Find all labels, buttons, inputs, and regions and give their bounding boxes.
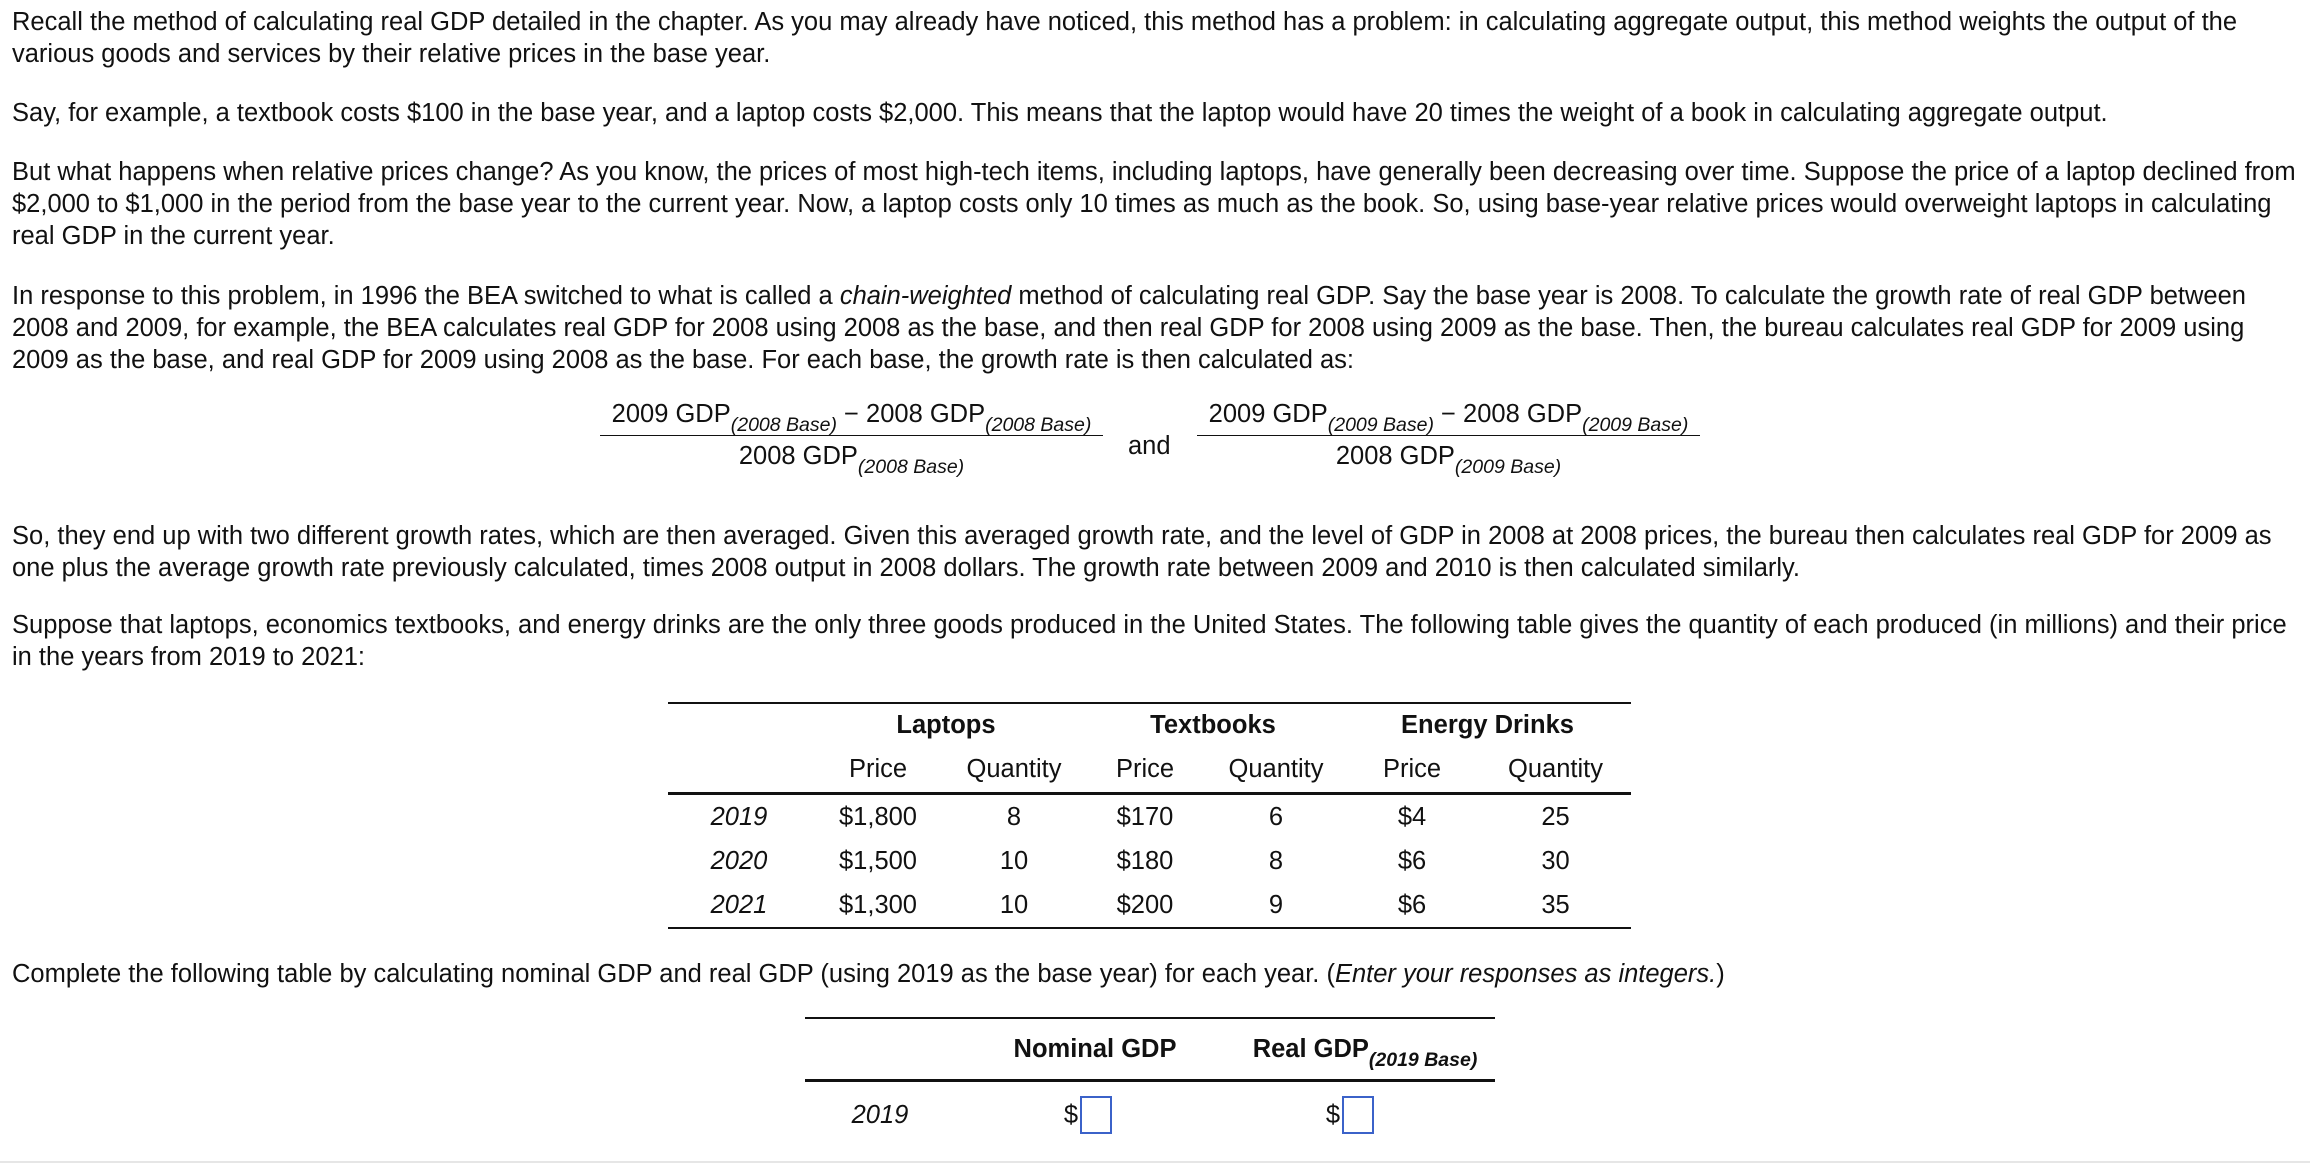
gdp-answer-table (805, 1017, 1495, 1148)
formula-minus: − (836, 400, 867, 428)
paragraph-instructions (12, 958, 2302, 990)
group-header-energy-drinks: Energy Drinks (1344, 703, 1631, 746)
formula-denominator (1197, 436, 1700, 478)
p7-text-a: Complete the following table by calculating nominal GDP and real GDP (using 2019 as the base year) for each year. ( (12, 960, 1335, 988)
paragraph-table-intro: Suppose that laptops, economics textbooks, and energy drinks are the only three goods produced in the United States. The following table gives the quantity of each produced (in millions) and their price in the years from 2019 to 2021: (12, 611, 2287, 671)
paragraph-relative-prices: But what happens when relative prices change? As you know, the prices of most high-tech items, including laptops, have generally been decreasing over time. Suppose the price of a laptop declined from $2,000 to $1,000 in the period from the base year to the current year. Now, a laptop costs only 10 times as much as the book. So, using base-year relative prices would overweight laptops in calculating real GDP in the current year. (12, 158, 2296, 250)
table-subheader-row (668, 746, 1631, 794)
formula-and: and (1128, 432, 1171, 460)
column-header: Quantity (1208, 746, 1344, 794)
p4-text-a: In response to this problem, in 1996 the BEA switched to what is called a (12, 282, 840, 310)
formula-minus: − (1433, 400, 1464, 428)
table-corner (668, 703, 810, 746)
table-row (668, 839, 1631, 883)
table-cell: $180 (1116, 846, 1174, 875)
table-cell: 8 (1006, 802, 1022, 831)
row-year: 2019 (851, 1100, 909, 1129)
column-header: Quantity (1480, 746, 1631, 794)
growth-rate-formulas (0, 400, 2310, 500)
table-cell: 10 (999, 846, 1029, 875)
table-row (668, 794, 1631, 840)
formula-subscript: (2009 Base) (1327, 414, 1434, 436)
table-cell: $170 (1116, 802, 1174, 831)
column-header: Quantity (946, 746, 1082, 794)
column-header: Price (810, 746, 946, 794)
table-cell: 35 (1480, 883, 1631, 928)
row-year: 2021 (668, 883, 810, 928)
table-cell: $200 (1082, 883, 1208, 928)
nominal-gdp-header: Nominal GDP (955, 1018, 1235, 1081)
formula-denominator (600, 436, 1103, 478)
table-cell: 25 (1541, 802, 1570, 831)
real-gdp-header (1235, 1018, 1495, 1081)
formula-term: 2009 GDP (611, 400, 731, 428)
table-cell: $4 (1397, 802, 1427, 831)
formula-subscript: (2009 Base) (1454, 456, 1562, 478)
column-header: Price (1082, 746, 1208, 794)
growth-formula-2009-base (1197, 400, 1700, 478)
paragraph-intro: Recall the method of calculating real GDP detailed in the chapter. As you may already have noticed, this method has a problem: in calculating aggregate output, this method weights the output of the various goods and services by their relative prices in the base year. (12, 8, 2238, 68)
formula-subscript: (2009 Base) (1582, 414, 1689, 436)
page-divider (0, 1161, 2310, 1163)
table-cell: $6 (1344, 883, 1480, 928)
formula-term: 2008 GDP (738, 442, 858, 470)
formula-subscript: (2008 Base) (857, 456, 965, 478)
row-year: 2019 (710, 802, 768, 831)
real-gdp-header-text: Real GDP (1252, 1034, 1369, 1063)
group-header-laptops: Laptops (810, 703, 1082, 746)
table-group-header-row (668, 703, 1631, 746)
real-gdp-header-subscript: (2019 Base) (1368, 1048, 1478, 1071)
nominal-gdp-2019-input[interactable] (1080, 1096, 1112, 1134)
paragraph-averaging: So, they end up with two different growth rates, which are then averaged. Given this averaged growth rate, and the level of GDP in 2008 at 2008 prices, the bureau then calculates real GDP for 2009 as one plus the average growth rate previously calculated, times 2008 output in 2008 dollars. The growth rate between 2009 and 2010 is then calculated similarly. (12, 522, 2272, 582)
row-year: 2020 (710, 846, 768, 875)
answer-header-row (805, 1018, 1495, 1081)
p7-text-b: ) (1716, 960, 1725, 988)
formula-term: 2008 GDP (1335, 442, 1455, 470)
table-cell: 30 (1541, 846, 1570, 875)
table-cell: 10 (946, 883, 1082, 928)
formula-numerator (600, 400, 1103, 435)
table-cell: $6 (1397, 846, 1427, 875)
table-row (805, 1081, 1495, 1149)
formula-term: 2008 GDP (1463, 400, 1583, 428)
table-cell: $1,800 (839, 802, 917, 831)
paragraph-example: Say, for example, a textbook costs $100 in the base year, and a laptop costs $2,000. This means that the laptop would have 20 times the weight of a book in calculating aggregate output. (12, 99, 2108, 127)
table-corner (668, 746, 810, 794)
table-cell: 9 (1208, 883, 1344, 928)
table-cell: $1,500 (839, 846, 917, 875)
table-cell: $1,300 (810, 883, 946, 928)
formula-subscript: (2008 Base) (985, 414, 1092, 436)
nominal-gdp-cell (955, 1081, 1235, 1149)
price-quantity-table (668, 702, 1631, 929)
formula-term: 2009 GDP (1208, 400, 1328, 428)
group-header-textbooks: Textbooks (1082, 703, 1344, 746)
table-cell: 8 (1268, 846, 1284, 875)
problem-text (12, 6, 2302, 376)
dollar-sign: $ (1325, 1100, 1341, 1129)
column-header: Price (1344, 746, 1480, 794)
table-row (668, 883, 1631, 928)
table-corner (805, 1018, 955, 1081)
growth-formula-2008-base (600, 400, 1103, 478)
real-gdp-cell (1235, 1081, 1495, 1149)
table-cell: 6 (1268, 802, 1284, 831)
p7-italic-note: Enter your responses as integers. (1334, 960, 1717, 988)
p4-text-b: method of calculating real GDP. Say the base year is 2008. To calculate the growth rate of real GDP between 2008 and 2009, for example, the BEA calculates real GDP for 2008 using 2008 as the base, and then real GDP for 2008 using 2009 as the base. Then, the bureau calculates real GDP for 2009 using 2009 as the base, and real GDP for 2009 using 2008 as the base. For each base, the growth rate is then calculated as: (12, 282, 2246, 374)
dollar-sign: $ (1063, 1100, 1079, 1129)
real-gdp-2019-input[interactable] (1342, 1096, 1374, 1134)
formula-numerator (1197, 400, 1700, 435)
formula-subscript: (2008 Base) (730, 414, 837, 436)
paragraph-chain-weighted (12, 280, 2302, 376)
formula-term: 2008 GDP (866, 400, 986, 428)
p4-italic-term: chain-weighted (839, 282, 1012, 310)
